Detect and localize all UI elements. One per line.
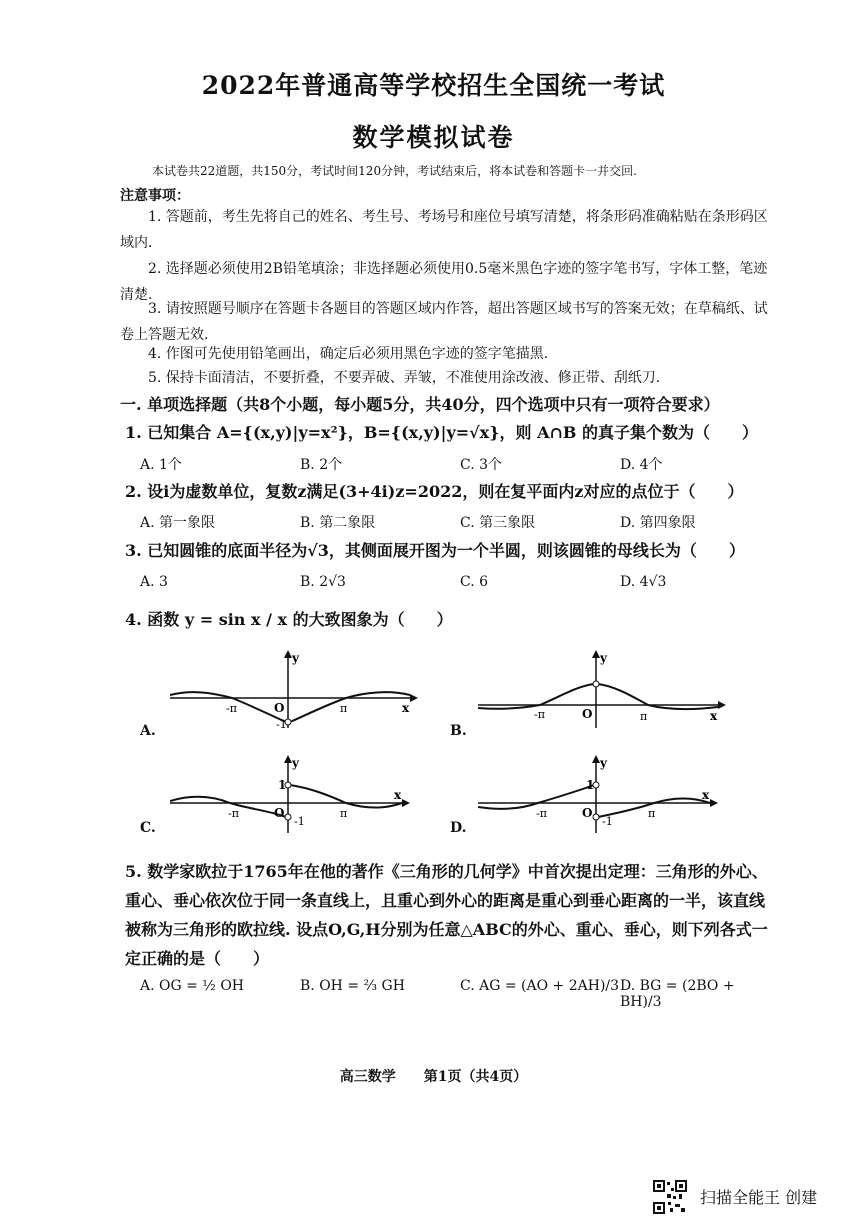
option-d: D. 4√3 <box>620 574 667 590</box>
option-c: C. 第三象限 <box>460 515 536 531</box>
note-2: 2. 选择题必须使用2B铅笔填涂；非选择题必须使用0.5毫米黑色字迹的签字笔书写，字体工整，笔迹清楚. <box>120 261 768 303</box>
axis-x-label: x <box>702 788 710 802</box>
graph-c <box>170 755 430 835</box>
axis-y-label: y <box>292 756 299 770</box>
one-label: 1 <box>586 778 595 792</box>
question-3-stem: 3. 已知圆锥的底面半径为√3，其侧面展开图为一个半圆，则该圆锥的母线长为（ ） <box>125 541 745 560</box>
neg-one-label: -1 <box>276 718 287 730</box>
graph-c-label: C. <box>140 820 156 836</box>
question-2-options <box>140 512 780 532</box>
question-1-stem: 1. 已知集合 A={(x,y)|y=x²}，B={(x,y)|y=√x}，则 A∩B 的真子集个数为（ ） <box>125 423 758 442</box>
origin-label: O <box>274 806 285 820</box>
option-a: A. 第一象限 <box>140 515 216 531</box>
exam-intro: 本试卷共22道题，共150分，考试时间120分钟，考试结束后，将本试卷和答题卡一并交回. <box>152 164 637 178</box>
pi-label: π <box>640 710 648 723</box>
neg-one-label: -1 <box>602 815 613 828</box>
question-1-options <box>140 454 780 474</box>
option-b: B. 第二象限 <box>300 515 376 531</box>
graph-a-label: A. <box>140 723 156 739</box>
option-c: C. AG = (AO + 2AH)/3 <box>460 978 620 994</box>
graph-b-label: B. <box>450 723 467 739</box>
option-b: B. OH = ⅔ GH <box>300 978 405 994</box>
origin-label: O <box>582 707 593 721</box>
pi-label: π <box>340 702 348 715</box>
option-a: A. 1个 <box>140 457 182 473</box>
note-5: 5. 保持卡面清洁，不要折叠，不要弄破、弄皱，不准使用涂改液、修正带、刮纸刀. <box>148 370 661 386</box>
one-label: 1 <box>278 778 287 792</box>
scanner-watermark: 扫描全能王 创建 <box>700 1188 818 1207</box>
axis-x-label: x <box>402 701 410 715</box>
notes-heading: 注意事项： <box>120 188 190 204</box>
axis-y-label: y <box>292 651 299 665</box>
question-5-options <box>140 978 780 1010</box>
axis-y-label: y <box>600 651 607 665</box>
question-2-stem: 2. 设i为虚数单位，复数z满足(3+4i)z=2022，则在复平面内z对应的点位于（ ） <box>125 482 744 501</box>
option-d: D. 第四象限 <box>620 515 696 531</box>
origin-label: O <box>582 806 593 820</box>
graph-a <box>170 650 430 730</box>
exam-subtitle: 数学模拟试卷 <box>352 123 515 152</box>
exam-title: 2022年普通高等学校招生全国统一考试 <box>201 71 666 100</box>
origin-label: O <box>274 701 285 715</box>
option-b: B. 2个 <box>300 457 343 473</box>
option-b: B. 2√3 <box>300 574 346 590</box>
neg-pi-label: -π <box>534 708 545 721</box>
note-1: 1. 答题前，考生先将自己的姓名、考生号、考场号和座位号填写清楚，将条形码准确粘贴在条形码区域内. <box>120 209 768 251</box>
graph-b <box>478 650 738 730</box>
option-c: C. 6 <box>460 574 489 590</box>
option-d: D. BG = (2BO + BH)/3 <box>620 978 735 1010</box>
qr-code-icon <box>653 1180 687 1214</box>
pi-label: π <box>340 807 348 820</box>
note-3: 3. 请按照题号顺序在答题卡各题目的答题区域内作答，超出答题区域书写的答案无效；在草稿纸、试卷上答题无效. <box>120 301 768 343</box>
neg-pi-label: -π <box>228 807 239 820</box>
note-4: 4. 作图可先使用铅笔画出，确定后必须用黑色字迹的签字笔描黑. <box>148 346 549 362</box>
option-a: A. OG = ½ OH <box>140 978 245 994</box>
option-d: D. 4个 <box>620 457 663 473</box>
pi-label: π <box>648 807 656 820</box>
graph-d-label: D. <box>450 820 467 836</box>
question-5-stem: 5. 数学家欧拉于1765年在他的著作《三角形的几何学》中首次提出定理：三角形的外心、重心、垂心依次位于同一条直线上，且重心到外心的距离是重心到垂心距离的一半，该直线被称为三角形的欧拉线. 设点O,G,H分别为任意△ABC的外心、重心、垂心，则下列各式一定正确的是（ ） <box>125 862 768 968</box>
graph-d <box>478 755 738 835</box>
axis-x-label: x <box>710 709 718 723</box>
neg-one-label: -1 <box>294 815 305 828</box>
page-footer: 高三数学 第1页（共4页） <box>339 1069 528 1085</box>
question-3-options <box>140 574 780 590</box>
neg-pi-label: -π <box>226 702 237 715</box>
option-c: C. 3个 <box>460 457 503 473</box>
axis-y-label: y <box>600 756 607 770</box>
question-4-stem: 4. 函数 y = sin x / x 的大致图象为（ ） <box>125 610 453 629</box>
neg-pi-label: -π <box>536 807 547 820</box>
axis-x-label: x <box>394 788 402 802</box>
section-heading: 一. 单项选择题（共8个小题，每小题5分，共40分，四个选项中只有一项符合要求） <box>120 395 720 414</box>
option-a: A. 3 <box>140 574 168 590</box>
